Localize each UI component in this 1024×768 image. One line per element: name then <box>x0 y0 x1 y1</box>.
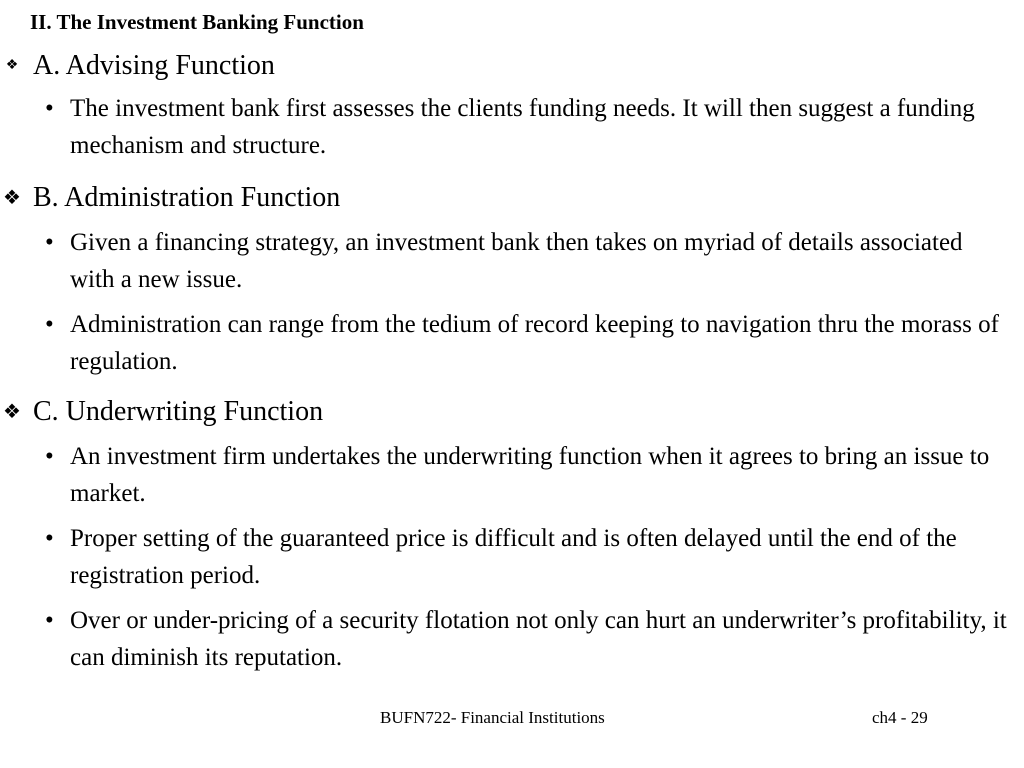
section-label: A. Advising Function <box>33 50 275 81</box>
diamond-bullet-icon: ❖ <box>3 401 21 423</box>
list-item <box>45 90 1010 164</box>
section-label: C. Underwriting Function <box>33 396 324 427</box>
bullet-text: The investment bank first assesses the clients funding needs. It will then suggest a funding mechanism and structure. <box>70 95 975 159</box>
bullet-dot-icon: • <box>45 443 54 470</box>
bullet-text: Proper setting of the guaranteed price is difficult and is often delayed until the end of the registration period. <box>70 525 957 589</box>
section-label: B. Administration Function <box>33 182 341 213</box>
slide-title: II. The Investment Banking Function <box>30 10 364 34</box>
footer-course-name: BUFN722- Financial Institutions <box>380 708 605 727</box>
bullet-text: Given a financing strategy, an investment bank then takes on myriad of details associated with a new issue. <box>70 229 963 293</box>
section-heading <box>0 48 1024 84</box>
bullet-text: An investment firm undertakes the underwriting function when it agrees to bring an issue to market. <box>70 443 990 507</box>
bullet-dot-icon: • <box>45 607 54 634</box>
section-heading <box>0 180 1024 216</box>
section-heading <box>0 394 1024 430</box>
section-administration <box>0 180 1024 380</box>
list-item <box>45 602 1010 676</box>
list-item <box>45 306 1010 380</box>
bullet-dot-icon: • <box>45 229 54 256</box>
bullet-dot-icon: • <box>45 311 54 338</box>
diamond-bullet-icon: ❖ <box>3 187 21 209</box>
bullet-dot-icon: • <box>45 525 54 552</box>
section-underwriting <box>0 394 1024 676</box>
bullet-text: Administration can range from the tedium of record keeping to navigation thru the morass of regulation. <box>70 311 999 375</box>
bullet-text: Over or under-pricing of a security flotation not only can hurt an underwriter’s profitability, it can diminish its reputation. <box>70 607 1007 671</box>
list-item <box>45 438 1010 512</box>
list-item <box>45 224 1010 298</box>
section-advising <box>0 48 1024 164</box>
footer-page-number: ch4 - 29 <box>872 708 928 727</box>
bullet-dot-icon: • <box>45 95 54 122</box>
list-item <box>45 520 1010 594</box>
diamond-bullet-icon: ❖ <box>5 58 19 73</box>
